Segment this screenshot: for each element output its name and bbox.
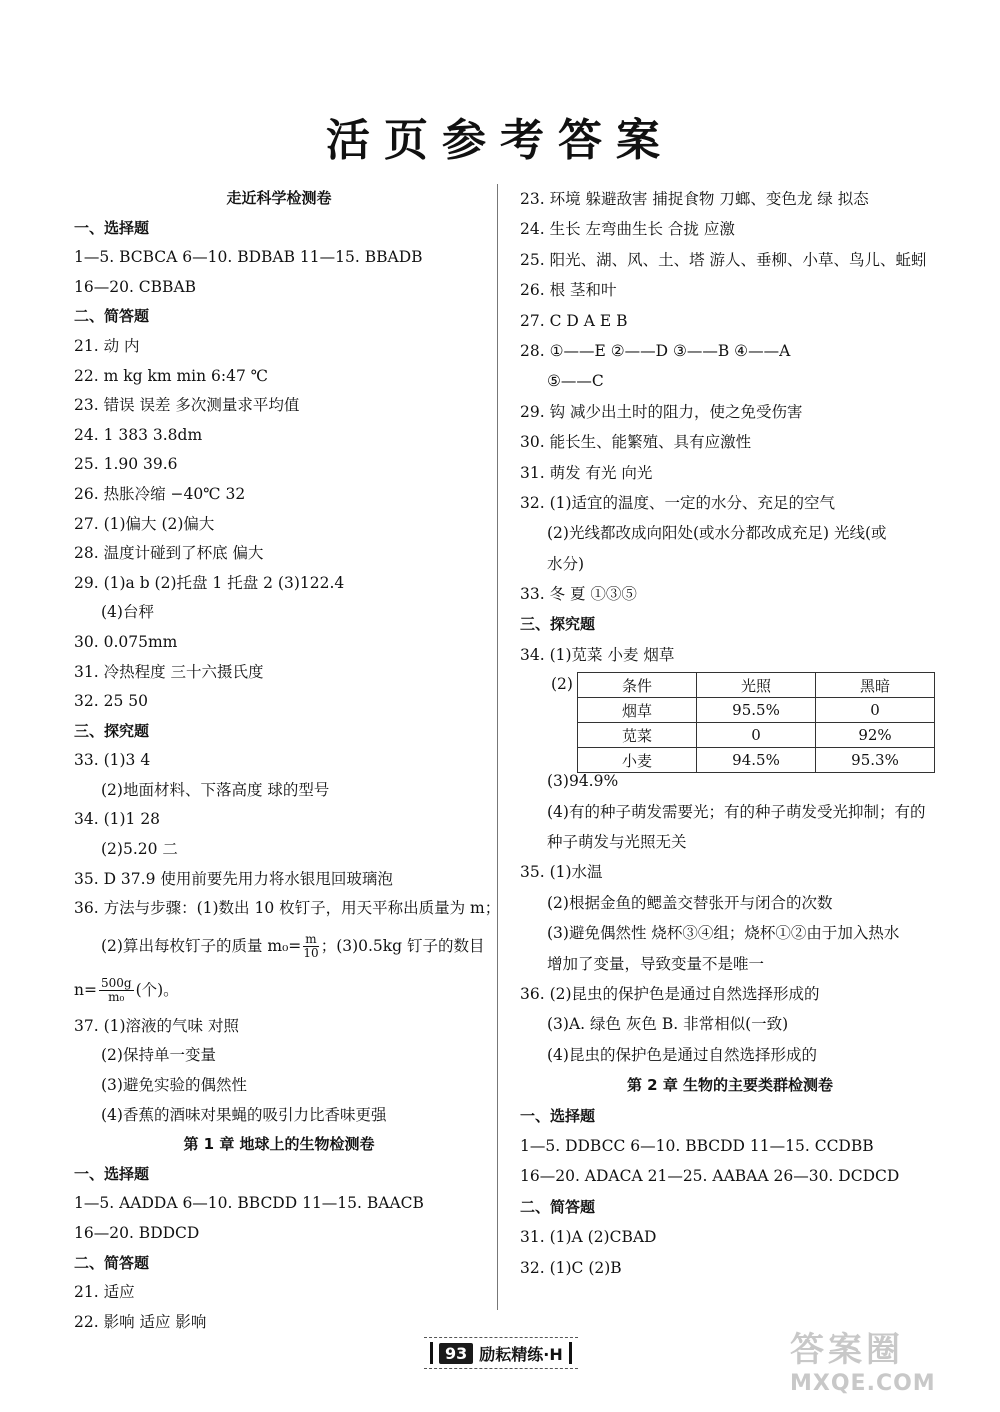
answer-line: 25. 阳光、湖、风、土、塔 游人、垂柳、小草、鸟儿、蚯蚓 <box>520 250 927 269</box>
table-cell: 0 <box>697 723 816 748</box>
section-heading: 一、选择题 <box>74 218 150 237</box>
answer-line: 16—20. CBBAB <box>74 277 197 296</box>
table-cell: 95.5% <box>697 698 816 723</box>
answer-line: 35. (1)水温 <box>520 863 603 882</box>
answer-line: 1—5. BCBCA 6—10. BDBAB 11—15. BBADB <box>74 248 423 267</box>
answer-line: (4)香蕉的酒味对果蝇的吸引力比香味更强 <box>101 1105 387 1124</box>
chapter-heading: 第 2 章 生物的主要类群检测卷 <box>626 1076 834 1095</box>
answer-line: 31. (1)A (2)CBAD <box>520 1228 657 1247</box>
answer-line <box>74 924 484 968</box>
page-number: 93 <box>439 1343 473 1364</box>
table-cell: 苋菜 <box>578 723 697 748</box>
answer-line: 31. 冷热程度 三十六摄氏度 <box>74 662 264 681</box>
germination-table-block <box>520 670 940 770</box>
section-heading: 二、简答题 <box>520 1197 596 1216</box>
answer-line: 27. (1)偏大 (2)偏大 <box>74 514 215 533</box>
answer-line: 36. 方法与步骤：(1)数出 10 枚钉子，用天平称出质量为 m； <box>74 899 501 918</box>
answer-line: (3)94.9% <box>547 772 619 791</box>
footer-bar-left <box>430 1342 433 1364</box>
answer-line: 29. 钩 减少出土时的阻力，使之免受伤害 <box>520 402 803 421</box>
table-row <box>578 748 935 773</box>
answer-line: (3)避免实验的偶然性 <box>101 1076 247 1095</box>
answer-line: 30. 能长生、能繁殖、具有应激性 <box>520 433 752 452</box>
answer-line: 16—20. BDDCD <box>74 1224 200 1242</box>
table-cell: 94.5% <box>697 748 816 773</box>
answer-text: ；(3)0.5kg 钉子的数目 <box>320 936 485 955</box>
answer-line: 16—20. ADACA 21—25. AABAA 26—30. DCDCD <box>520 1167 900 1186</box>
table-header-cell: 光照 <box>697 673 816 698</box>
germination-table <box>577 672 935 773</box>
answers-column-right <box>520 184 940 1283</box>
answer-line <box>74 968 484 1012</box>
answer-line: 水分) <box>547 554 585 573</box>
chapter-heading: 走近科学检测卷 <box>226 189 332 207</box>
answer-line: 36. (2)昆虫的保护色是通过自然选择形成的 <box>520 984 820 1003</box>
answers-column-left <box>74 184 501 1337</box>
page-footer <box>424 1337 578 1369</box>
table-row <box>578 723 935 748</box>
section-heading: 二、简答题 <box>74 1253 150 1272</box>
answer-line: 32. 25 50 <box>74 692 148 711</box>
fraction <box>303 933 318 960</box>
answer-text: (个)。 <box>135 980 179 999</box>
section-heading: 三、探究题 <box>74 721 150 740</box>
answer-line: 25. 1.90 39.6 <box>74 455 178 474</box>
table-cell: 92% <box>816 723 935 748</box>
answer-line: 1—5. AADDA 6—10. BBCDD 11—15. BAACB <box>74 1194 424 1213</box>
watermark-logo <box>790 1322 990 1402</box>
answer-line: (2)光线都改成向阳处(或水分都改成充足) 光线(或 <box>547 524 887 543</box>
answer-text: n= <box>74 980 97 999</box>
table-cell: 烟草 <box>578 698 697 723</box>
fraction-denominator: 10 <box>303 946 319 961</box>
table-label: (2) <box>551 675 573 694</box>
answer-line: 23. 错误 误差 多次测量求平均值 <box>74 396 300 415</box>
answer-line: (3)避免偶然性 烧杯③④组；烧杯①②由于加入热水 <box>547 924 900 943</box>
fraction-numerator: 500g <box>100 976 132 991</box>
answer-line: 26. 根 茎和叶 <box>520 281 617 300</box>
table-cell: 小麦 <box>578 748 697 773</box>
answer-line: 28. 温度计碰到了杯底 偏大 <box>74 544 264 563</box>
watermark-title: 答案圈 <box>790 1330 904 1370</box>
answer-line: (2)保持单一变量 <box>101 1046 216 1065</box>
answer-line: (2)5.20 二 <box>101 840 178 859</box>
answer-line: 37. (1)溶液的气味 对照 <box>74 1016 239 1035</box>
answer-line: (2)地面材料、下落高度 球的型号 <box>101 780 330 799</box>
answer-line: (4)有的种子萌发需要光；有的种子萌发受光抑制；有的 <box>547 802 926 821</box>
answer-line: 28. ①——E ②——D ③——B ④——A <box>520 341 791 360</box>
brand-name: 励耘精练·H <box>479 1344 563 1364</box>
answer-line: (4)昆虫的保护色是通过自然选择形成的 <box>547 1045 817 1064</box>
watermark-url: MXQE.COM <box>790 1371 936 1396</box>
answer-line: ⑤——C <box>547 372 604 391</box>
answer-line: (3)A. 绿色 灰色 B. 非常相似(一致) <box>547 1015 789 1034</box>
answer-line: 27. C D A E B <box>520 311 628 330</box>
answer-line: 24. 1 383 3.8dm <box>74 425 203 444</box>
answer-line: (4)台秤 <box>101 603 154 622</box>
table-header-row <box>578 673 935 698</box>
answer-line: 1—5. DDBCC 6—10. BBCDD 11—15. CCDBB <box>520 1136 874 1155</box>
answer-line: 增加了变量，导致变量不是唯一 <box>547 954 765 973</box>
section-heading: 二、简答题 <box>74 307 150 326</box>
answer-line: 22. 影响 适应 影响 <box>74 1312 207 1331</box>
answer-text: (2)算出每枚钉子的质量 m₀= <box>101 936 302 955</box>
fraction-denominator: m₀ <box>108 990 125 1005</box>
answer-line: 35. D 37.9 使用前要先用力将水银甩回玻璃泡 <box>74 869 393 888</box>
footer-bar-right <box>569 1342 572 1364</box>
table-row <box>578 698 935 723</box>
section-heading: 三、探究题 <box>520 615 596 634</box>
page-title: 活页参考答案 <box>326 115 674 166</box>
answer-line: (2)根据金鱼的鳃盖交替张开与闭合的次数 <box>547 893 833 912</box>
answer-line: 34. (1)苋菜 小麦 烟草 <box>520 645 675 664</box>
answer-line: 29. (1)a b (2)托盘 1 托盘 2 (3)122.4 <box>74 573 345 592</box>
answer-line: 31. 萌发 有光 向光 <box>520 463 653 482</box>
section-heading: 一、选择题 <box>520 1106 596 1125</box>
answer-line: 21. 适应 <box>74 1283 135 1302</box>
table-cell: 95.3% <box>816 748 935 773</box>
answer-line: 24. 生长 左弯曲生长 合拢 应激 <box>520 220 735 239</box>
answer-line: 30. 0.075mm <box>74 632 178 651</box>
answer-line: 26. 热胀冷缩 −40℃ 32 <box>74 484 246 503</box>
table-header-cell: 黑暗 <box>816 673 935 698</box>
table-header-cell: 条件 <box>578 673 697 698</box>
table-cell: 0 <box>816 698 935 723</box>
answer-line: 32. (1)C (2)B <box>520 1258 622 1277</box>
fraction <box>99 977 134 1004</box>
answer-line: 21. 动 内 <box>74 336 140 355</box>
answer-line: 22. m kg km min 6:47 ℃ <box>74 366 269 385</box>
answer-line: 32. (1)适宜的温度、一定的水分、充足的空气 <box>520 493 836 512</box>
answer-line: 33. 冬 夏 ①③⑤ <box>520 585 637 604</box>
answer-line: 34. (1)1 28 <box>74 810 161 829</box>
answer-line: 种子萌发与光照无关 <box>547 833 687 852</box>
column-divider <box>497 184 498 1310</box>
chapter-heading: 第 1 章 地球上的生物检测卷 <box>183 1135 375 1154</box>
answer-line: 23. 环境 躲避敌害 捕捉食物 刀螂、变色龙 绿 拟态 <box>520 190 869 208</box>
fraction-numerator: m <box>305 932 317 947</box>
answer-line: 33. (1)3 4 <box>74 751 151 770</box>
section-heading: 一、选择题 <box>74 1164 150 1183</box>
